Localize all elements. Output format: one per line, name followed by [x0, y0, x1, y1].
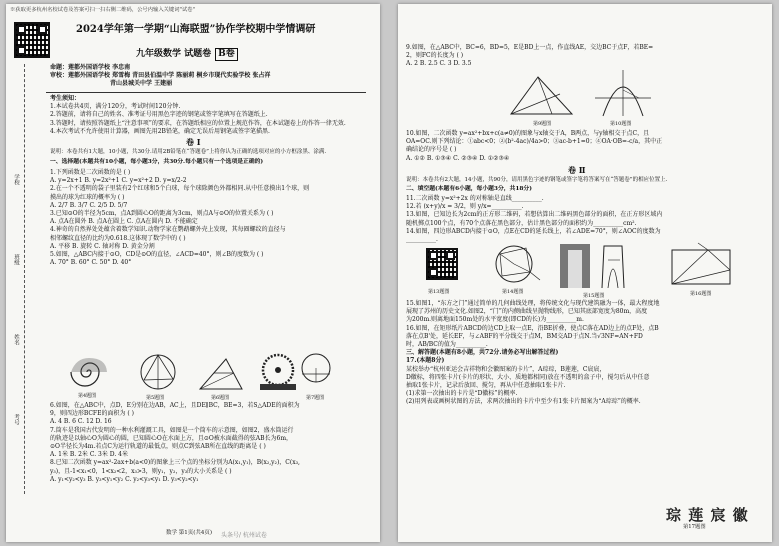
question-line: A. ①② B. ①③④ C. ②③④ D. ①②③④ [406, 154, 510, 162]
figure-caption: 第16题图 [690, 291, 712, 297]
question-line: A. 70° B. 60° C. 50° D. 40° [50, 259, 132, 267]
question-line: (2)用列表或画树状图的方法，求两次抽出的卡片中至少有1张卡片图案为“A琮琮”的概率. [406, 398, 641, 406]
question-line: OA=OC.则下列结论：①abc<0；②(b²-4ac)/4a>0；③ac-b+1=0；④OA·OB=-c/a，其中正 [406, 138, 663, 146]
part1-heading: 卷 Ⅰ [186, 137, 201, 147]
question-line: 2，则FC的长度为 ( ) [406, 52, 464, 60]
instruction-line: 3.答题时，请按照答题纸上“注意事项”的要求，在答题纸相应的位置上规范作答，在本试题卷上的作答一律无效. [50, 119, 346, 127]
figure-caption: 第4题图 [78, 393, 97, 399]
qr-code[interactable] [14, 22, 50, 58]
questions-11-14 [406, 195, 662, 244]
question-10 [406, 130, 662, 163]
question-line: 为200m.则离地面150m处的水平宽度(即CD的长)为__________m. [406, 316, 584, 324]
part2-note: 说明：本卷共有2大题，14小题，共90分，请用黑色字迹的钢笔或签字笔将答案写在“答题卷”的相应位置上. [406, 177, 668, 183]
question-line: A. 平移 B. 旋转 C. 轴对称 D. 黄金分割 [50, 242, 155, 250]
figure-caption: 第5题图 [146, 395, 165, 401]
figure-q15-gate [558, 240, 638, 290]
question-line: y₃)，且-1<x₁<0，1<x₂<2，x₃>3，则y₁，y₂，y₃的大小关系是 ( ) [50, 467, 232, 475]
instruction-line: 4.本次考试不允许使用计算器，画图先用2B铅笔，确定无误后用钢笔或签字笔描黑. [50, 127, 270, 135]
credits [50, 64, 270, 89]
question-line: (1)求第一次抽出的卡片是“D徽标”的概率. [406, 390, 518, 398]
figure-caption: 第14题图 [502, 289, 524, 295]
question-line: 三、解答题(本题有8小题，共72分.请务必写出解答过程) [406, 349, 559, 357]
instruction-line: 考生须知： [50, 95, 81, 102]
question-line: D徽标，将四张卡片(卡片的形状、大小、质地都相同)放在不透明的盒子中，搅匀后从中任意 [406, 373, 650, 381]
question-line: 展现了苏州的历史文化.如图2，“门”的内侧曲线呈抛物线形，已知其底部宽度为80m，高度 [406, 308, 648, 316]
question-line: 14.如图，四边形ABCD内接于⊙O，点E在CD的延长线上，若∠ADE=70°，则∠AOC的度数为 [406, 227, 661, 235]
question-line: 2.在一个不透明的袋子里装有2个红球和5个白球，每个球除颜色外都相同.从中任意摸出1个球，则 [50, 185, 310, 193]
question-line: A. 4 B. 6 C. 12 D. 16 [50, 418, 112, 426]
question-line: ⊙O半径长为4m.若点C为运行轨道的最低点，则点C到弦AB所在直线的距离是 ( ) [50, 443, 266, 451]
question-line: 17.(本题8分) [406, 357, 445, 365]
left-page [6, 4, 380, 542]
question-line: 9，则四边形BCFE的面积为 ( ) [50, 410, 134, 418]
question-line: 6.如图，在△ABC中，点D，E分别在边AB，AC上，且DE∥BC，BE=3，若S△ADE的面积为 [50, 402, 300, 409]
subtitle-text: 九年级数学 试题卷 [136, 49, 212, 59]
question-line: 随机掷点100个点，有70个点落在黑色部分，估计黑色部分的面积约为__________cm². [406, 219, 637, 227]
question-line: 5.如图，△ABC内接于⊙O，CD是⊙O的直径，∠ACD=40°，则∠B的度数为 ( ) [50, 251, 264, 259]
instructions [50, 95, 346, 136]
questions-1-5 [50, 169, 309, 267]
question-line: 时，AB/BC的值为__________. [406, 341, 488, 349]
side-label: 姓名 [13, 334, 19, 345]
figure-caption: 第7题图 [306, 395, 325, 401]
question-line: 10.如图，二次函数 y=ax²+bx+c(a≠0)的图象与x轴交于A，B两点，与y轴相交于点C，且 [406, 130, 650, 137]
question-line: A. y₁<y₂<y₃ B. y₃<y₁<y₂ C. y₂<y₃<y₁ D. y₃<y₂<y₁ [50, 475, 199, 483]
question-line: 9.如图，在△ABC中，BC=6，BD=5，E是BD上一点，作直线AE，交边BC于点F，若BE= [406, 44, 654, 51]
right-page [398, 4, 772, 542]
question-line: 4.神奇的自然界处处蕴含着数学知识.动物学家在鹦鹉螺外壳上发现，其每圈螺纹的直径与 [50, 226, 286, 234]
instruction-line: 1.本试卷共4页，满分120分，考试时间120分钟. [50, 103, 181, 111]
side-label: 考号 [13, 414, 19, 425]
download-notice: ※获取更多杭州名校试卷及答案可扫一扫右侧二维码，公号内输入关键词"试卷" [10, 7, 195, 13]
figure-circle-triangle [136, 352, 180, 392]
exam-title: 2024学年第一学期“山海联盟”协作学校期中学情调研 [76, 24, 316, 35]
figure-caption: 第15题图 [583, 293, 605, 299]
question-9 [406, 44, 653, 69]
question-line: __________. [406, 236, 438, 244]
question-line: A. 2 B. 2.5 C. 3 D. 3.5 [406, 60, 472, 68]
page-footer: 数学 第1页(共4页) [166, 530, 213, 536]
credit-line: 审校：莲都外国语学校 郑雪梅 青田县伯温中学 陈丽莉 桐乡市现代实验学校 张占祥 [50, 72, 271, 80]
figure-q14-circle [490, 242, 542, 288]
question-line: 8.已知二次函数 y=ax²-2ax+b(a<0)的图象上三个点的坐标分别为A(x₁,y₁)，B(x₂,y₂)，C(x₃, [50, 459, 300, 467]
question-line: A. 点A在圆外 B. 点A在圆上 C. 点A在圆内 D. 不能确定 [50, 218, 198, 226]
question-line: 13.如图，已知边长为2cm的正方形二维码，若想估算出二维码黑色部分的面积，在正方形区域内 [406, 211, 663, 219]
question-line: 落在点B'处，延长EF，与∠ABF的平分线交于点M，BM交AD于点N.当√3NF=AN+FD [406, 332, 643, 340]
question-line: 确结论的序号是 ( ) [406, 146, 457, 154]
question-line: A. y=2x+1 B. y=2x²+1 C. y=x²+2 D. y=x/2-2 [50, 177, 187, 185]
figure-caption: 第17题图 [683, 524, 706, 530]
figure-q10-parabola [593, 68, 653, 118]
part2-section: 二、填空题(本题有6小题，每小题3分，共18分) [406, 186, 532, 192]
part1-note: 说明：本卷共有1大题，10小题，共30分.请用2B铅笔在“答题卷”上将你认为正确的选项对应的小方框涂黑、涂满. [50, 149, 327, 155]
question-line: 某校举办“杭州亚运会吉祥物和会徽图案的卡片”，A琮琮，B莲莲，C宸宸， [406, 365, 606, 373]
question-line: 11.二次函数 y=x²+2x 的对称轴是直线__________. [406, 195, 544, 202]
question-line: 抽取1张卡片，记录后放回、搅匀，再从中任意抽取1张卡片. [406, 382, 566, 390]
question-line: A. 2/7 B. 3/7 C. 2/5 D. 5/7 [50, 201, 128, 209]
question-line: 3.已知⊙O的半径为5cm，点A到圆心O的距离为3cm，则点A与⊙O的位置关系为 ( ) [50, 210, 274, 218]
question-line: 摸出的球为红球的概率为 ( ) [50, 193, 125, 201]
variant-badge: B卷 [215, 48, 238, 61]
question-line: 12.若 (x+y)/x = 3/2，则 y/x=__________. [406, 203, 524, 211]
question-line: 7.筒车是我国古代发明的一种水利灌溉工具，如图是一个筒车的示意图，如图2，盛水筒运行 [50, 426, 294, 434]
instruction-line: 2.答题前，请将自己的姓名、准考证号用黑色字迹的钢笔或签字笔填写在答题纸上. [50, 111, 268, 119]
figure-triangle-de [196, 356, 246, 392]
figure-caption: 第13题图 [428, 289, 450, 295]
mascot-logos: 琮 莲 宸 徽 [666, 506, 749, 524]
figure-caption: 第6题图 [211, 395, 230, 401]
figure-waterwheel [260, 350, 336, 392]
question-line: 相邻螺纹直径的比约为0.618.这体现了数学中的 ( ) [50, 234, 186, 242]
question-line: 15.如图1，“东方之门”通过简单的几何曲线处理，将传统文化与现代建筑融为一体，最大程度地 [406, 300, 660, 307]
side-label: 学校 [13, 174, 19, 185]
figure-q9-triangle [508, 74, 576, 118]
questions-6-8 [50, 402, 300, 484]
figure-caption: 第10题图 [610, 121, 632, 127]
question-line: A. 1米 B. 2米 C. 3米 D. 4米 [50, 451, 128, 459]
question-line: 的轨迹是以轴心O为圆心的圆，已知圆心O在水面上方，且⊙O被水面截得的弦AB长为6m， [50, 434, 293, 442]
question-line: 16.如图，在矩形纸片ABCD的边CD上取一点E，沿BE折叠，使点C落在AD边上的点F处，点B [406, 324, 659, 332]
part1-section: 一、选择题(本题共有10小题，每小题3分，共30分.每小题只有一个选项是正确的) [50, 159, 264, 165]
questions-15-17 [406, 300, 660, 407]
header-divider [46, 92, 366, 93]
figure-q13-qr [426, 248, 458, 280]
part2-heading: 卷 Ⅱ [568, 165, 586, 175]
watermark: 头条号/ 杭州试卷 [221, 532, 267, 539]
credit-line: 命题：莲都外国语学校 李忠南 [50, 64, 131, 71]
figure-nautilus [66, 354, 112, 390]
exam-subtitle [136, 48, 238, 61]
figure-q16-rectangle [668, 242, 738, 288]
figure-caption: 第9题图 [533, 121, 552, 127]
side-label: 班级 [13, 254, 19, 265]
credit-line: 青山县城关中学 王建丽 [110, 80, 173, 88]
binding-line [24, 64, 25, 494]
question-line: 1.下列函数是二次函数的是 ( ) [50, 169, 131, 176]
